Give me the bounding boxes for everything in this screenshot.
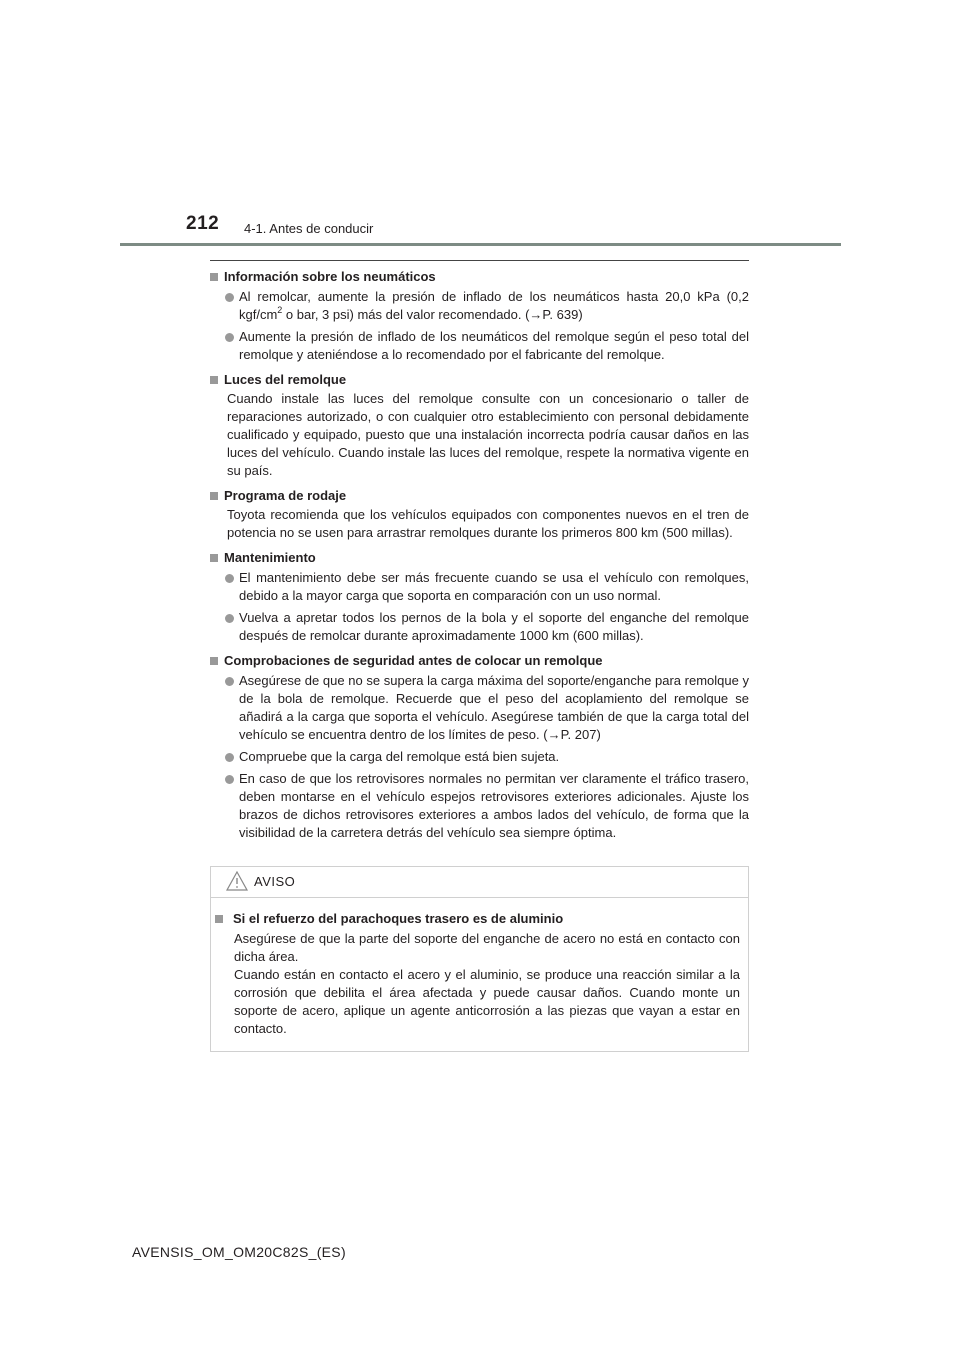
section-paragraph: Toyota recomienda que los vehículos equipados con componentes nuevos en el tren de potencia no se usen para arrastrar remolques durante los primeros 800 km (500 millas).	[227, 507, 749, 540]
circle-bullet-icon	[225, 333, 234, 342]
heading-text: Comprobaciones de seguridad antes de colocar un remolque	[224, 653, 603, 668]
bullet-item	[210, 328, 749, 364]
heading-text: Información sobre los neumáticos	[224, 269, 436, 284]
bullet-item	[210, 748, 749, 766]
square-bullet-icon	[210, 554, 218, 562]
content-rule	[210, 260, 749, 261]
square-bullet-icon	[210, 657, 218, 665]
heading-text: Programa de rodaje	[224, 488, 347, 503]
section-heading	[210, 487, 749, 505]
warning-title: AVISO	[254, 874, 296, 889]
bullet-item	[210, 609, 749, 645]
header-rule	[120, 243, 841, 246]
circle-bullet-icon	[225, 614, 234, 623]
bullet-text: En caso de que los retrovisores normales no permitan ver claramente el tráfico trasero, deben montarse en el vehículo espejos retrovisores exteriores adicionales. Ajuste los brazos de dichos retrovisores exteriores a ambos lados del vehículo, de forma que la visibilidad de la carretera detrás del vehículo sea siempre óptima.	[239, 771, 749, 840]
main-content	[210, 268, 749, 849]
bullet-item	[210, 288, 749, 324]
section-safety-checks	[210, 652, 749, 842]
warning-heading	[215, 910, 750, 928]
square-bullet-icon	[215, 915, 223, 923]
square-bullet-icon	[210, 273, 218, 281]
square-bullet-icon	[210, 376, 218, 384]
circle-bullet-icon	[225, 753, 234, 762]
circle-bullet-icon	[225, 293, 234, 302]
section-tire-info	[210, 268, 749, 364]
section-heading	[210, 652, 749, 670]
doc-code: AVENSIS_OM_OM20C82S_(ES)	[132, 1244, 346, 1260]
warning-heading-text: Si el refuerzo del parachoques trasero es de aluminio	[233, 911, 564, 926]
warning-title-row	[211, 867, 748, 898]
section-heading	[210, 371, 749, 389]
section-maintenance	[210, 549, 749, 645]
circle-bullet-icon	[225, 574, 234, 583]
warning-paragraph: Cuando están en contacto el acero y el aluminio, se produce una reacción similar a la corrosión que debilita el área afectada y puede causar daños. Cuando monte un soporte de acero, aplique un agente anticorrosión a las piezas que vayan a estar en contacto.	[234, 967, 740, 1036]
bullet-text: Vuelva a apretar todos los pernos de la bola y el soporte del enganche del remolque después de remolcar durante aproximadamente 1000 km (600 millas).	[239, 610, 749, 643]
heading-text: Mantenimiento	[224, 550, 316, 565]
bullet-item	[210, 672, 749, 744]
page-number: 212	[186, 213, 220, 234]
circle-bullet-icon	[225, 677, 234, 686]
section-paragraph: Cuando instale las luces del remolque consulte con un concesionario o taller de reparaciones autorizado, o con cualquier otro establecimiento con personal debidamente cualificado y equipado, puesto que una instalación incorrecta podría causar daños en las luces del vehículo. Cuando instale las luces del remolque, respete la normativa vigente en su país.	[227, 391, 749, 478]
warning-box	[210, 866, 749, 1052]
bullet-text: Aumente la presión de inflado de los neumáticos del remolque según el peso total del remolque y ateniéndose a lo recomendado por el fabricante del remolque.	[239, 329, 749, 362]
square-bullet-icon	[210, 492, 218, 500]
warning-body	[211, 910, 750, 1038]
section-title: 4-1. Antes de conducir	[244, 221, 374, 236]
warning-paragraph: Asegúrese de que la parte del soporte del enganche de acero no está en contacto con dicha área.	[234, 931, 740, 964]
bullet-text: Al remolcar, aumente la presión de inflado de los neumáticos hasta 20,0 kPa (0,2 kgf/cm	[239, 289, 749, 322]
section-break-in	[210, 487, 749, 542]
superscript: 2	[277, 305, 283, 315]
warning-triangle-icon	[226, 871, 248, 891]
bullet-text: Compruebe que la carga del remolque está bien sujeta.	[239, 749, 560, 764]
circle-bullet-icon	[225, 775, 234, 784]
bullet-item	[210, 770, 749, 842]
bullet-text-cont: o bar, 3 psi) más del valor recomendado. (→P. 639)	[282, 307, 583, 322]
heading-text: Luces del remolque	[224, 372, 347, 387]
bullet-item	[210, 569, 749, 605]
bullet-text: Asegúrese de que no se supera la carga máxima del soporte/enganche para remolque y de la bola de remolque. Recuerde que el peso del acoplamiento del remolque se añadirá a la carga que soporta el vehículo. Asegúrese también de que la carga total del vehículo se encuentra dentro de los límites de peso. (→P. 207)	[239, 673, 749, 742]
section-heading	[210, 268, 749, 286]
section-heading	[210, 549, 749, 567]
section-trailer-lights	[210, 371, 749, 480]
bullet-text: El mantenimiento debe ser más frecuente cuando se usa el vehículo con remolques, debido a la mayor carga que soporta en comparación con un uso normal.	[239, 570, 749, 603]
